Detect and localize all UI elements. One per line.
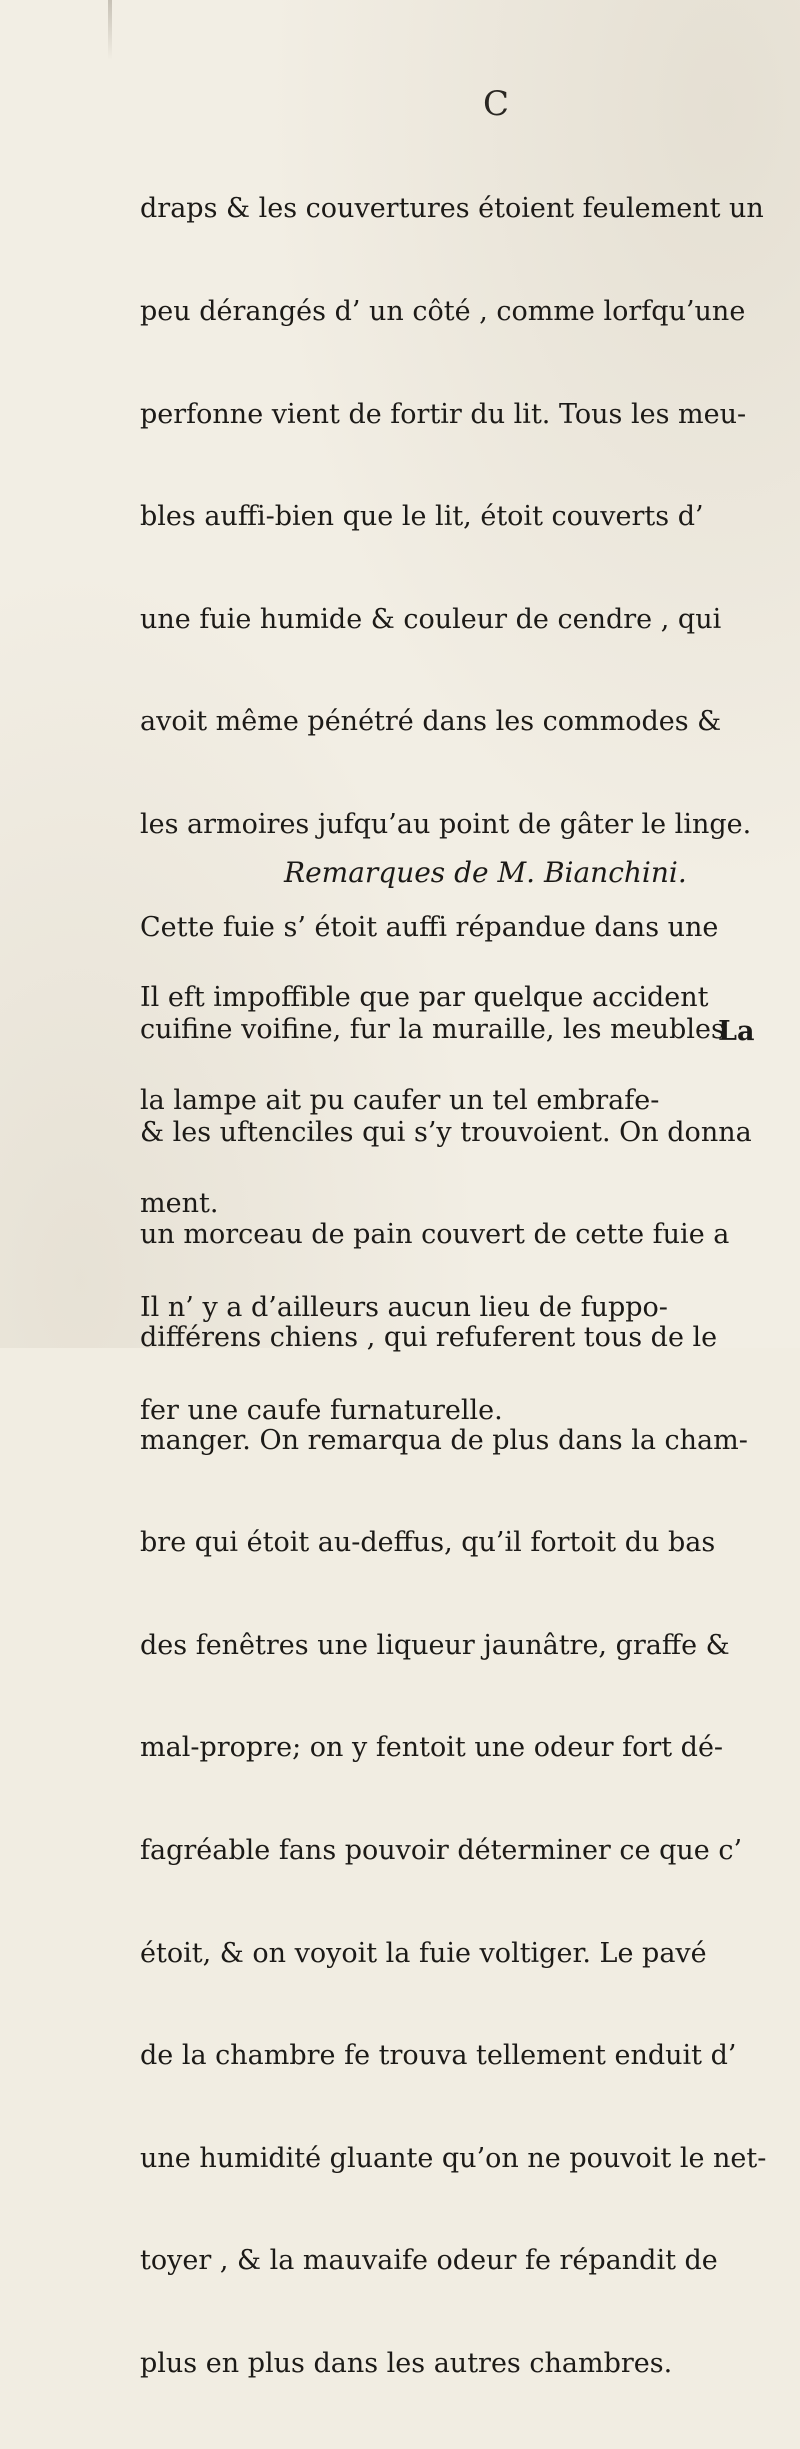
catchword: La — [718, 1016, 755, 1047]
section-heading: Remarques de M. Bianchini. — [284, 856, 687, 889]
text-line: une humidité gluante qu’on ne pouvoit le net- — [140, 2142, 767, 2174]
text-line: manger. On remarqua de plus dans la cham- — [140, 1424, 748, 1456]
text-line: la lampe ait pu caufer un tel embrafe- — [140, 1085, 660, 1117]
text-line: bles auffi-bien que le lit, étoit couverts d’ — [140, 501, 704, 533]
text-line: perfonne vient de fortir du lit. Tous les meu- — [140, 398, 747, 430]
text-line: draps & les couvertures étoient feulement un — [140, 193, 764, 225]
text-line: Cette fuie s’ étoit auffi répandue dans une — [140, 911, 719, 943]
text-line: cuifine voifine, fur la muraille, les meubles — [140, 1014, 725, 1046]
page-fold-shadow — [108, 0, 112, 60]
text-line: toyer , & la mauvaife odeur fe répandit de — [140, 2245, 718, 2277]
text-line: Il n’ y a d’ailleurs aucun lieu de fuppo- — [140, 1291, 668, 1323]
text-line: peu dérangés d’ un côté , comme lorfqu’une — [140, 296, 746, 327]
text-line: les armoires jufqu’au point de gâter le linge. — [140, 808, 752, 840]
text-line: fer une caufe furnaturelle. — [140, 1394, 503, 1426]
text-line: mal-propre; on y fentoit une odeur fort dé- — [140, 1732, 724, 1764]
text-line: plus en plus dans les autres chambres. — [140, 2347, 673, 2379]
text-line: avoit même pénétré dans les commodes & — [140, 706, 722, 738]
text-line: & les uftenciles qui s’y trouvoient. On donna — [140, 1116, 752, 1148]
text-line: fagréable fans pouvoir déterminer ce que c’ — [140, 1834, 743, 1866]
text-line: Il eft impoffible que par quelque accident — [140, 982, 709, 1013]
paragraph-remarks — [140, 912, 760, 1497]
signature-mark: C — [483, 84, 511, 124]
text-line: des fenêtres une liqueur jaunâtre, graffe & — [140, 1629, 730, 1661]
text-line: de la chambre fe trouva tellement enduit d’ — [140, 2040, 737, 2072]
text-line: bre qui étoit au-deffus, qu’il fortoit du bas — [140, 1527, 716, 1559]
text-line: un morceau de pain couvert de cette fuie a — [140, 1219, 730, 1251]
text-line: une fuie humide & couleur de cendre , qui — [140, 603, 722, 635]
text-line: différens chiens , qui refuferent tous de le — [140, 1321, 718, 1353]
text-line: étoit, & on voyoit la fuie voltiger. Le pavé — [140, 1937, 707, 1969]
text-line: ment. — [140, 1188, 219, 1220]
